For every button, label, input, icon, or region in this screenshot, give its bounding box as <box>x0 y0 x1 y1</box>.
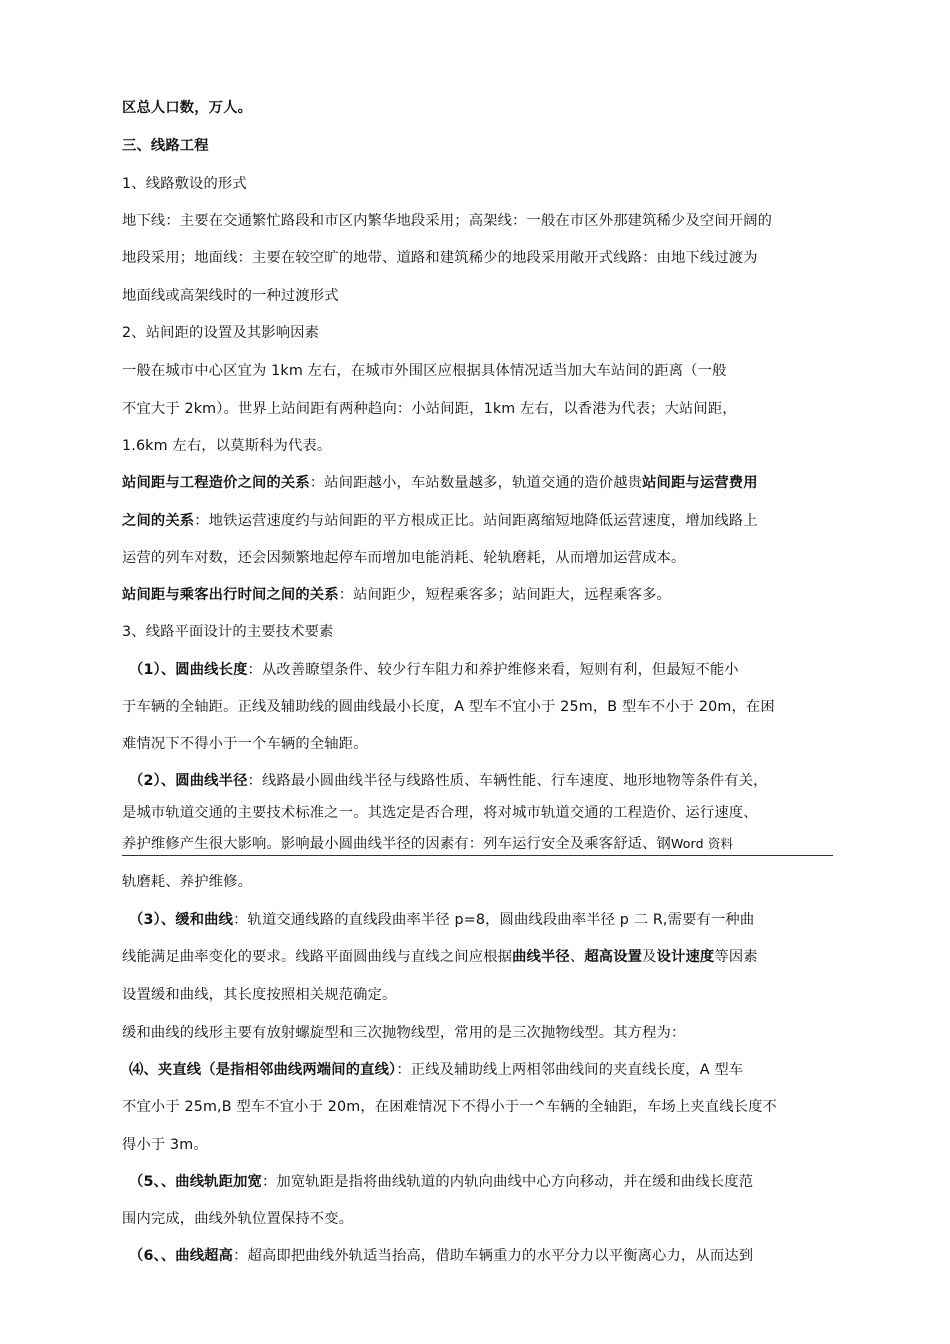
line-text: 不宜小于 25m,B 型车不宜小于 20m，在困难情况下不得小于一^车辆的全轴距，车场上夹直线长度不 <box>122 1099 777 1115</box>
bold-term: 超高设置 <box>584 949 643 965</box>
text-line <box>129 660 739 680</box>
line-text: 围内完成，曲线外轨位置保持不变。 <box>122 1211 354 1227</box>
bold-term: 站间距与工程造价之间的关系 <box>122 475 310 491</box>
text-line <box>122 473 758 493</box>
line-text: 1.6km 左右，以莫斯科为代表。 <box>122 438 332 454</box>
text-line <box>122 98 252 118</box>
line-text: 等因素 <box>714 949 758 965</box>
text-line <box>122 548 685 568</box>
line-text: ：加宽轨距是指将曲线轨道的内轨向曲线中心方向移动，并在缓和曲线长度范 <box>261 1174 754 1190</box>
text-line <box>122 734 368 754</box>
bold-term: 站间距与乘客出行时间之间的关系 <box>122 587 339 603</box>
line-text: ：站间距少，短程乘客多；站间距大，远程乘客多。 <box>338 587 671 603</box>
text-line <box>122 872 252 892</box>
heading-text: 1、线路敷设的形式 <box>122 176 247 192</box>
text-line <box>122 1135 208 1155</box>
footer-label: Word 资料 <box>670 836 734 851</box>
subsection-heading <box>122 174 247 194</box>
text-line <box>122 286 339 306</box>
bold-term: （3）、缓和曲线 <box>129 912 234 928</box>
text-line <box>129 910 754 930</box>
bold-term: 站间距与运营费用 <box>642 475 758 491</box>
line-text: 区总人口数，万人。 <box>122 100 253 116</box>
text-line <box>122 248 758 268</box>
text-line <box>129 1060 743 1080</box>
line-text: 得小于 3m。 <box>122 1137 208 1153</box>
line-text: ：从改善瞭望条件、较少行车阻力和养护维修来看，短则有利，但最短不能小 <box>247 662 739 678</box>
line-text: ：正线及辅助线上两相邻曲线间的夹直线长度，A 型车 <box>396 1062 744 1078</box>
heading-text: 3、线路平面设计的主要技术要素 <box>122 624 334 640</box>
text-line <box>122 399 737 419</box>
line-text: ：线路最小圆曲线半径与线路性质、车辆性能、行车速度、地形地物等条件有关， <box>247 773 768 789</box>
text-line <box>122 947 758 967</box>
text-line <box>122 361 727 381</box>
text-line <box>122 585 671 605</box>
line-text: ：超高即把曲线外轨适当抬高，借助车辆重力的水平分力以平衡离心力，从而达到 <box>233 1248 754 1264</box>
bold-term: （2）、圆曲线半径 <box>129 773 248 789</box>
line-text: 养护维修产生很大影响。影响最小圆曲线半径的因素有：列车运行安全及乘客舒适、钢 <box>122 836 671 852</box>
text-line <box>129 771 768 791</box>
line-text: 、 <box>569 949 585 965</box>
text-line <box>122 1097 777 1117</box>
line-text: 及 <box>642 949 657 965</box>
bold-term: （1）、圆曲线长度 <box>129 662 248 678</box>
text-line <box>122 697 775 717</box>
line-text: 轨磨耗、养护维修。 <box>122 874 253 890</box>
line-text: ：站间距越小，车站数量越多，轨道交通的造价越贵 <box>309 475 643 491</box>
text-line <box>122 436 331 456</box>
text-line <box>122 1209 353 1229</box>
bold-term: 曲线半径 <box>512 949 570 965</box>
page-break-rule <box>122 855 833 856</box>
line-text: 地段采用；地面线：主要在较空旷的地带、道路和建筑稀少的地段采用敞开式线路：由地下线过渡为 <box>122 250 758 266</box>
section-heading <box>122 136 209 156</box>
line-text: 运营的列车对数，还会因频繁地起停车而增加电能消耗、轮轨磨耗，从而增加运营成本。 <box>122 550 686 566</box>
text-line <box>122 834 733 854</box>
line-text: 难情况下不得小于一个车辆的全轴距。 <box>122 736 368 752</box>
line-text: 地面线或高架线时的一种过渡形式 <box>122 288 339 304</box>
text-line <box>122 803 758 823</box>
text-line <box>122 211 772 231</box>
bold-term: ⑷、夹直线（是指相邻曲线两端间的直线） <box>129 1062 397 1078</box>
text-line <box>129 1246 753 1266</box>
line-text: ：地铁运营速度约与站间距的平方根成正比。站间距离缩短地降低运营速度，增加线路上 <box>194 513 758 529</box>
subsection-heading <box>122 323 319 343</box>
line-text: 不宜大于 2km）。世界上站间距有两种趋向：小站间距，1km 左右，以香港为代表；大站间距， <box>122 401 737 417</box>
text-line <box>129 1172 753 1192</box>
line-text: 于车辆的全轴距。正线及辅助线的圆曲线最小长度，A 型车不宜小于 25m，B 型车不小于 20m，在困 <box>122 699 775 715</box>
subsection-heading <box>122 622 334 642</box>
text-line <box>122 511 758 531</box>
line-text: 一般在城市中心区宜为 1km 左右，在城市外围区应根据具体情况适当加大车站间的距离（一般 <box>122 363 727 379</box>
bold-term: 之间的关系 <box>122 513 195 529</box>
bold-term: （6、、曲线超高 <box>129 1248 234 1264</box>
line-text: 设置缓和曲线，其长度按照相关规范确定。 <box>122 987 397 1003</box>
line-text: 是城市轨道交通的主要技术标准之一。其选定是否合理，将对城市轨道交通的工程造价、运行速度、 <box>122 805 758 821</box>
heading-text: 三、线路工程 <box>122 138 209 154</box>
text-line <box>122 985 397 1005</box>
line-text: 缓和曲线的线形主要有放射螺旋型和三次抛物线型，常用的是三次抛物线型。其方程为： <box>122 1025 686 1041</box>
heading-text: 2、站间距的设置及其影响因素 <box>122 325 320 341</box>
text-line <box>122 1023 685 1043</box>
bold-term: （5、、曲线轨距加宽 <box>129 1174 262 1190</box>
line-text: ：轨道交通线路的直线段曲率半径 p=8，圆曲线段曲率半径 p 二 R,需要有一种曲 <box>233 912 755 928</box>
bold-term: 设计速度 <box>656 949 715 965</box>
line-text: 线能满足曲率变化的要求。线路平面圆曲线与直线之间应根据 <box>122 949 513 965</box>
line-text: 地下线：主要在交通繁忙路段和市区内繁华地段采用；高架线：一般在市区外那建筑稀少及空间开阔的 <box>122 213 773 229</box>
